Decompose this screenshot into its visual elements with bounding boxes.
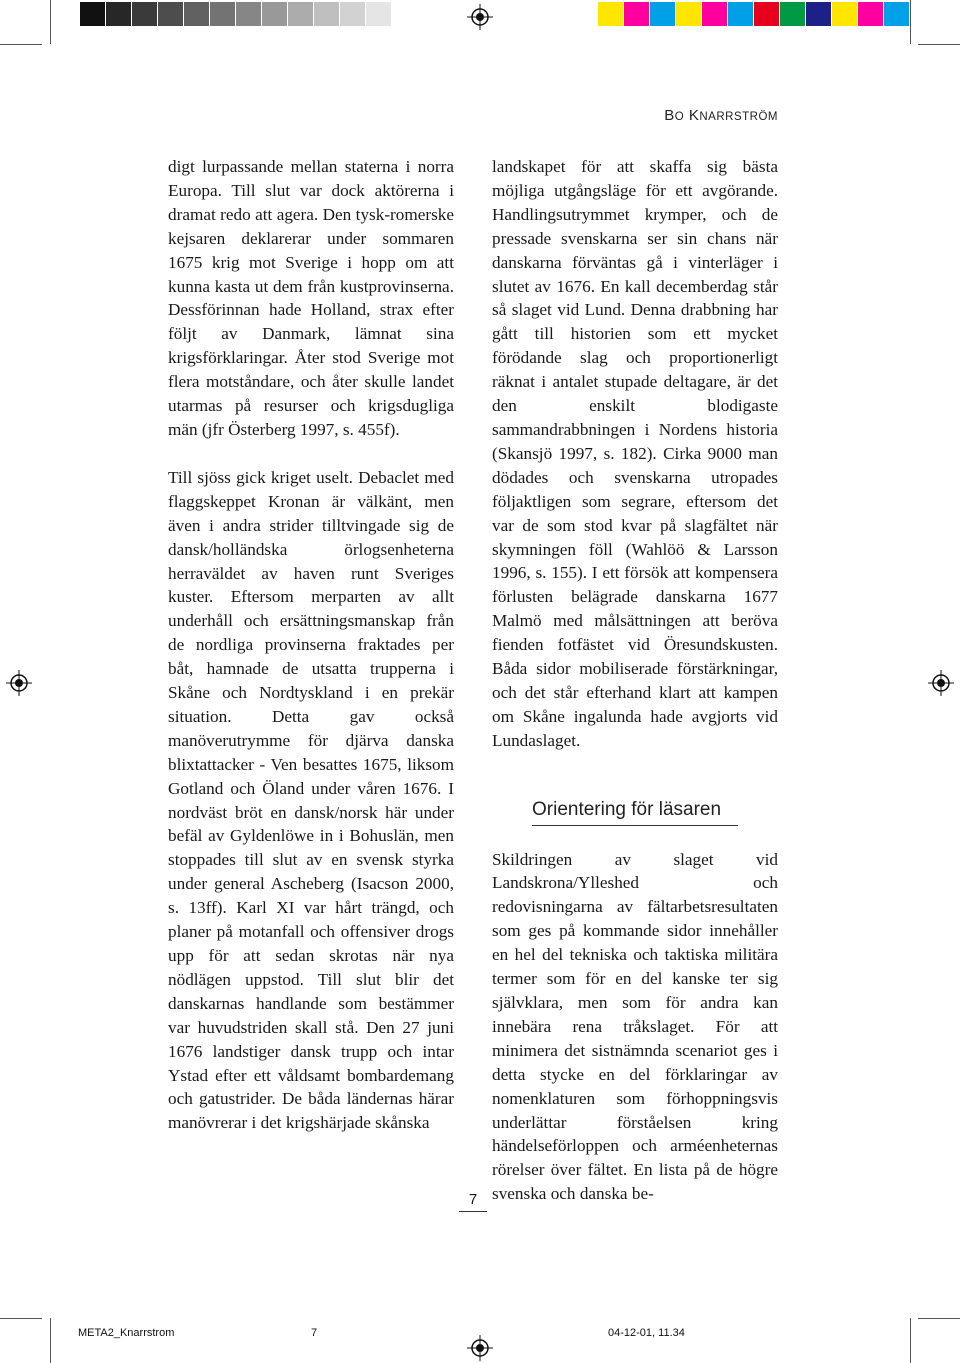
slug-filename: META2_Knarrstrom (78, 1327, 175, 1339)
color-swatch (780, 2, 805, 26)
body-paragraph: digt lurpassande mellan staterna i norra Europa. Till slut var dock aktörerna i dramat redo att agera. Den tysk-romerske kejsaren deklarerar under sommaren 1675 krig mot Sverige i hopp om att kunna kasta ut dem från kustprovinserna. Dessförinnan hade Holland, strax efter följt av Danmark, lämnat sina krigsförklaringar. Åter stod Sverige mot flera motståndare, och åter skulle landet utarmas på resurser och krigsdugliga män (jfr Österberg 1997, s. 455f). (168, 157, 454, 439)
body-paragraph: landskapet för att skaffa sig bästa möjliga utgångsläge för ett avgörande. Handlingsutrymmet krymper, och de pressade svenskarna ser sin chans när danskarna förväntas gå i vinterläger i slutet av 1676. En kall decemberdag står så slaget vid Lund. Denna drabbning har gått till historien som ett mycket förödande slag och proportionerligt räknat i antalet stupade deltagare, är det den enskilt blodigaste sammandrabbningen i Nordens historia (Skansjö 1997, s. 182). Cirka 9000 man dödades och svenskarna utropades följaktligen som segrare, eftersom det var de som stod kvar på slagfältet när skymningen föll (Wahlöö & Larsson 1996, s. 155). I ett försök att kompensera förlusten belägrade danskarna 1677 Malmö med målsättningen att beröva fienden fotfästet vid Öresundskusten. Båda sidor mobiliserade förstärkningar, och det står efterhand klart att kampen om Skåne ingalunda hade avgjorts vid Lundaslaget. (492, 157, 778, 750)
page-number: 7 (459, 1191, 487, 1212)
color-swatch (754, 2, 779, 26)
registration-mark-icon (6, 670, 32, 696)
color-swatch (702, 2, 727, 26)
color-swatch (884, 2, 909, 26)
color-swatch (340, 2, 365, 26)
crop-mark (918, 1318, 960, 1319)
slug-page: 7 (311, 1327, 318, 1339)
registration-mark-icon (928, 670, 954, 696)
color-swatch (184, 2, 209, 26)
left-text-column (168, 155, 454, 1135)
registration-mark-icon (467, 4, 493, 30)
body-paragraph: Skildringen av slaget vid Landskrona/Ylleshed och redovisningarna av fältarbetsresultaten som ges på kommande sidor innehåller en hel del tekniska och taktiska militära termer som för en del kanske ter sig självklara, men som för andra kan innebära rena tråkslaget. För att minimera det sistnämnda scenariot ges i detta stycke en del förklaringar av nomenklaturen som förhoppningsvis underlättar förståelsen kring händelseförloppen och arméenheternas rörelser över fältet. En lista på de högre svenska och danska be- (492, 849, 778, 1204)
slug-timestamp: 04-12-01, 11.34 (608, 1327, 685, 1339)
crop-mark (0, 1318, 42, 1319)
crop-mark (0, 44, 42, 45)
color-swatch (728, 2, 753, 26)
color-swatch (676, 2, 701, 26)
crop-mark (910, 1318, 911, 1363)
color-swatch (80, 2, 105, 26)
color-swatch (288, 2, 313, 26)
registration-mark-icon (467, 1335, 493, 1361)
grayscale-calibration-bar (80, 2, 392, 26)
section-heading: Orientering för läsaren (532, 798, 738, 826)
color-swatch (624, 2, 649, 26)
color-swatch (832, 2, 857, 26)
color-swatch (236, 2, 261, 26)
color-swatch (210, 2, 235, 26)
crop-mark (910, 0, 911, 44)
crop-mark (50, 0, 51, 44)
crop-mark (918, 44, 960, 45)
color-swatch (314, 2, 339, 26)
color-swatch (858, 2, 883, 26)
color-swatch (106, 2, 131, 26)
running-header-author: BO KNARRSTRÖM (664, 107, 778, 124)
color-swatch (158, 2, 183, 26)
color-swatch (650, 2, 675, 26)
color-swatch (262, 2, 287, 26)
color-swatch (806, 2, 831, 26)
color-swatch (366, 2, 391, 26)
color-calibration-bar (598, 2, 910, 26)
color-swatch (598, 2, 623, 26)
crop-mark (50, 1318, 51, 1363)
color-swatch (132, 2, 157, 26)
right-text-column (492, 155, 778, 1206)
body-paragraph: Till sjöss gick kriget uselt. Debaclet med flaggskeppet Kronan är välkänt, men även i andra strider tilltvingade sig de dansk/holländska örlogsenheterna herraväldet av haven runt Sveriges kuster. Eftersom merparten av allt underhåll och ersättningsmanskap från de nordliga provinserna fraktades per båt, hamnade de utsatta trupperna i Skåne och Nordtyskland i en prekär situation. Detta gav också manöverutrymme för djärva danska blixtattacker - Ven besattes 1675, liksom Gotland och Öland under våren 1676. I nordväst bröt en dansk/norsk här under befäl av Gyldenlöwe in i Bohuslän, men stoppades till slut av en svensk styrka under general Ascheberg (Isacson 2000, s. 13ff). Karl XI var hårt trängd, och planer på motanfall och offensiver drogs upp för att sedan skrotas när nya nödlägen uppstod. Till slut blir det danskarnas handlande som bestämmer var huvudstriden skall stå. Den 27 juni 1676 landstiger dansk trupp och intar Ystad efter ett våldsamt bombardemang och gatustrider. De båda ländernas härar manövrerar i det krigshärjade skånska (168, 467, 454, 1133)
